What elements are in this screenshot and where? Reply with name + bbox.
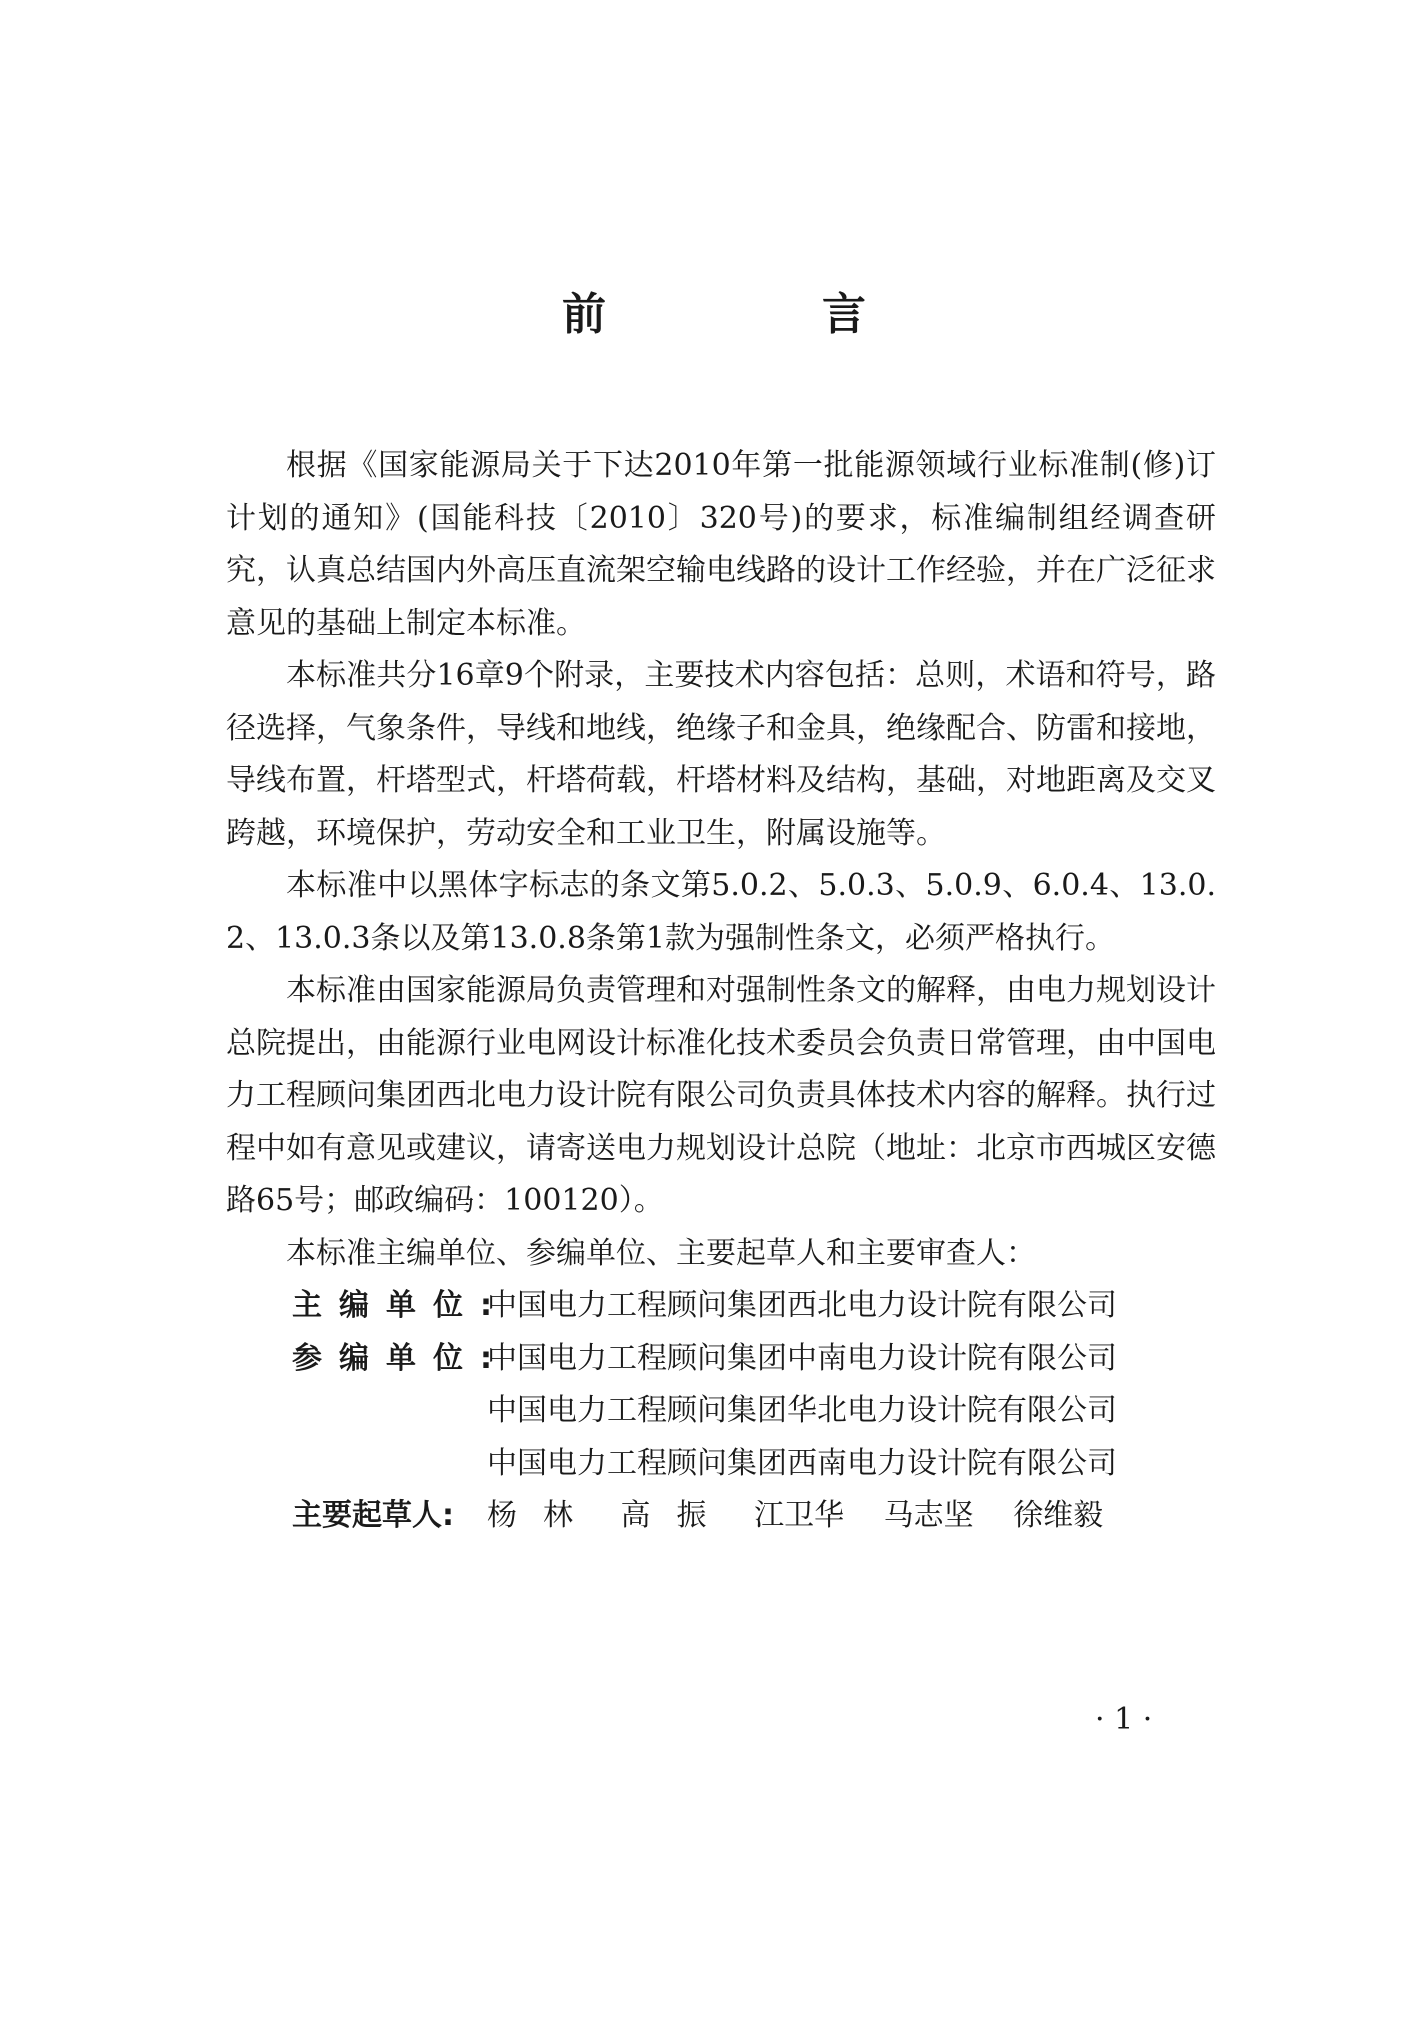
participating-unit: 中国电力工程顾问集团西南电力设计院有限公司 <box>487 1445 1117 1481</box>
participating-unit: 中国电力工程顾问集团华北电力设计院有限公司 <box>487 1393 1117 1428</box>
paragraph-1: 根据《国家能源局关于下达2010年第一批能源领域行业标准制(修)订计划的通知》(国能科技〔2010〕320号)的要求，标准编制组经调查研究，认真总结国内外高压直流架空输电线路的设计工作经验，并在广泛征求意见的基础上制定本标准。 <box>226 448 1216 641</box>
paragraph-4: 本标准由国家能源局负责管理和对强制性条文的解释，由电力规划设计总院提出，由能源行业电网设计标准化技术委员会负责日常管理，由中国电力工程顾问集团西北电力设计院有限公司负责具体技术内容的解释。执行过程中如有意见或建议，请寄送电力规划设计总院（地址：北京市西城区安德路65号；邮政编码：100120）。 <box>226 973 1216 1218</box>
drafter-name: 杨林 <box>487 1498 599 1533</box>
chief-unit-label: 主编单位: <box>292 1288 509 1323</box>
paragraph-3: 本标准中以黑体字标志的条文第5.0.2、5.0.3、5.0.9、6.0.4、13.0.2、13.0.3条以及第13.0.8条第1款为强制性条文，必须严格执行。 <box>226 868 1216 956</box>
participating-unit-label: 参编单位: <box>292 1340 509 1376</box>
participating-unit-row <box>226 1333 1216 1491</box>
roles-section <box>226 1280 1216 1543</box>
paragraph-5: 本标准主编单位、参编单位、主要起草人和主要审查人： <box>286 1235 1036 1271</box>
page-number: · 1 · <box>1095 1702 1153 1737</box>
drafter-name: 江卫华 <box>754 1498 845 1533</box>
chief-unit-values <box>487 1280 1216 1333</box>
foreword-body <box>226 440 1216 1543</box>
participating-unit-values <box>487 1333 1216 1491</box>
drafters-values <box>487 1490 1216 1543</box>
chief-unit: 中国电力工程顾问集团西北电力设计院有限公司 <box>487 1288 1117 1323</box>
drafters-label: 主要起草人: <box>292 1498 454 1533</box>
participating-unit: 中国电力工程顾问集团中南电力设计院有限公司 <box>487 1340 1117 1376</box>
drafter-name: 徐维毅 <box>1013 1498 1104 1533</box>
drafters-row <box>226 1490 1216 1543</box>
page-title: 前 言 <box>562 289 952 340</box>
paragraph-2: 本标准共分16章9个附录，主要技术内容包括：总则，术语和符号，路径选择，气象条件，导线和地线，绝缘子和金具，绝缘配合、防雷和接地，导线布置，杆塔型式，杆塔荷载，杆塔材料及结构，基础，对地距离及交叉跨越，环境保护，劳动安全和工业卫生，附属设施等。 <box>226 658 1216 851</box>
drafter-name: 高振 <box>620 1498 733 1533</box>
chief-unit-row <box>226 1280 1216 1333</box>
drafter-name: 马志坚 <box>883 1498 974 1533</box>
